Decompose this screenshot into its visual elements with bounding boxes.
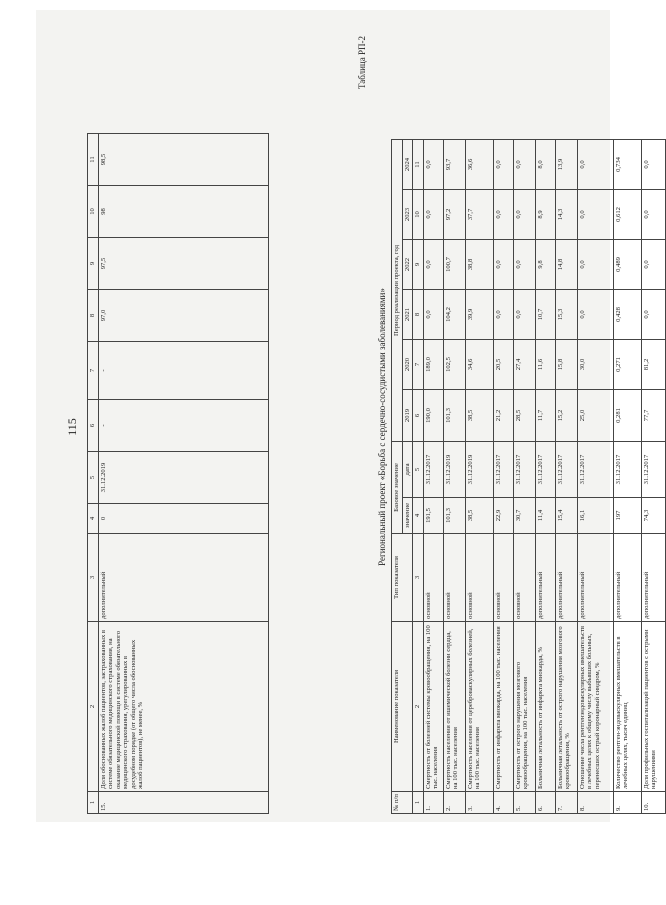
- col-num: 4: [413, 498, 424, 534]
- cell-year-value: 0,0: [641, 240, 665, 290]
- cell-type: основной: [513, 534, 535, 622]
- cell-value: 38,5: [465, 498, 493, 534]
- cell-year-value: 38,5: [465, 390, 493, 442]
- col-num: 9: [413, 240, 424, 290]
- cell-year-value: 0,0: [513, 140, 535, 190]
- table-row: [465, 140, 493, 814]
- col-num: 3: [413, 534, 424, 622]
- cell-type: дополнительный: [641, 534, 665, 622]
- cell-year-value: 189,0: [423, 340, 443, 390]
- cell-year-value: 0,0: [577, 290, 613, 340]
- top-col-num: 6: [88, 400, 99, 452]
- header-year: 2019: [402, 390, 413, 442]
- main-table-colnums: [413, 140, 424, 814]
- cell-year-value: 0,0: [577, 190, 613, 240]
- cell-year-value: 104,2: [443, 290, 465, 340]
- cell-2019: -: [98, 400, 268, 452]
- cell-year-value: 100,7: [443, 240, 465, 290]
- table-row: [443, 140, 465, 814]
- cell-year-value: 0,0: [493, 190, 513, 240]
- cell-value: 22,9: [493, 498, 513, 534]
- cell-year-value: 0,0: [423, 140, 443, 190]
- cell-year-value: 0,0: [423, 190, 443, 240]
- cell-name: Смертность от инфаркта миокарда, на 100 тыс. населения: [493, 622, 513, 792]
- cell-date: 31.12.2019: [98, 452, 268, 504]
- cell-name: Больничная летальность от острого нарушения мозгового кровообращения, %: [555, 622, 577, 792]
- cell-date: 31.12.2017: [513, 442, 535, 498]
- header-year: 2023: [402, 190, 413, 240]
- cell-year-value: 0,271: [613, 340, 641, 390]
- main-table-header-1: [392, 140, 403, 814]
- cell-num: 9.: [613, 792, 641, 814]
- table-label: Таблица РП-2: [357, 36, 367, 89]
- cell-year-value: 13,9: [555, 140, 577, 190]
- cell-type: основной: [493, 534, 513, 622]
- col-num: 11: [413, 140, 424, 190]
- cell-year-value: 34,6: [465, 340, 493, 390]
- header-year: 2024: [402, 140, 413, 190]
- table-row: [535, 140, 555, 814]
- top-col-num: 7: [88, 342, 99, 400]
- cell-date: 31.12.2019: [443, 442, 465, 498]
- cell-year-value: 81,2: [641, 340, 665, 390]
- cell-year-value: 101,3: [443, 390, 465, 442]
- cell-num: 8.: [577, 792, 613, 814]
- header-base-value: значение: [402, 498, 413, 534]
- cell-type: основной: [443, 534, 465, 622]
- header-period: Период реализации проекта, год: [392, 140, 403, 442]
- cell-num: 15.: [98, 792, 268, 814]
- top-table-header: [88, 134, 99, 814]
- cell-type: дополнительный: [555, 534, 577, 622]
- table-row: [641, 140, 665, 814]
- cell-year-value: 0,0: [577, 140, 613, 190]
- table-row: [613, 140, 641, 814]
- cell-name: Смертность от болезней системы кровообращения, на 100 тыс. населения: [423, 622, 443, 792]
- table-row: [493, 140, 513, 814]
- col-num: 6: [413, 390, 424, 442]
- top-col-num: 5: [88, 452, 99, 504]
- cell-year-value: 0,612: [613, 190, 641, 240]
- rotated-content: [59, 32, 658, 822]
- cell-type: дополнительный: [535, 534, 555, 622]
- top-col-num: 8: [88, 290, 99, 342]
- cell-num: 3.: [465, 792, 493, 814]
- header-year: 2022: [402, 240, 413, 290]
- top-col-num: 3: [88, 534, 99, 622]
- cell-date: 31.12.2017: [641, 442, 665, 498]
- cell-year-value: 0,0: [423, 240, 443, 290]
- cell-year-value: 0,0: [493, 140, 513, 190]
- cell-value: 30,7: [513, 498, 535, 534]
- cell-value: 197: [613, 498, 641, 534]
- table-caption: Региональный проект «Борьба с сердечно-сосудистыми заболеваниями»: [377, 288, 387, 566]
- cell-name: Смертность населения от цереброваскулярных болезней, на 100 тыс. населения: [465, 622, 493, 792]
- cell-2022: 97,5: [98, 238, 268, 290]
- cell-year-value: 0,0: [641, 190, 665, 240]
- cell-year-value: 14,8: [555, 240, 577, 290]
- cell-value: 15,4: [555, 498, 577, 534]
- cell-num: 6.: [535, 792, 555, 814]
- cell-year-value: 10,7: [535, 290, 555, 340]
- cell-year-value: 25,0: [577, 390, 613, 442]
- cell-2024: 98,5: [98, 134, 268, 186]
- cell-value: 0: [98, 504, 268, 534]
- top-col-num: 2: [88, 622, 99, 792]
- header-base: Базовое значение: [392, 442, 403, 534]
- cell-date: 31.12.2017: [613, 442, 641, 498]
- cell-year-value: 93,7: [443, 140, 465, 190]
- cell-year-value: 39,9: [465, 290, 493, 340]
- cell-num: 5.: [513, 792, 535, 814]
- cell-date: 31.12.2017: [577, 442, 613, 498]
- cell-name: Смертность от острого нарушения мозгового кровообращения, на 100 тыс. населения: [513, 622, 535, 792]
- cell-year-value: 0,281: [613, 390, 641, 442]
- cell-year-value: 0,428: [613, 290, 641, 340]
- cell-date: 31.12.2017: [493, 442, 513, 498]
- top-table: [87, 133, 269, 814]
- cell-name: Больничная летальность от инфаркта миокарда, %: [535, 622, 555, 792]
- cell-year-value: 15,8: [555, 340, 577, 390]
- cell-year-value: 0,489: [613, 240, 641, 290]
- cell-num: 1.: [423, 792, 443, 814]
- cell-2020: -: [98, 342, 268, 400]
- cell-year-value: 0,0: [641, 140, 665, 190]
- cell-value: 74,3: [641, 498, 665, 534]
- cell-2023: 98: [98, 186, 268, 238]
- cell-type: дополнительный: [613, 534, 641, 622]
- top-col-num: 10: [88, 186, 99, 238]
- cell-name: Отношение числа рентгенэндоваскулярных вмешательств в лечебных целях к общему числу выбывших больных, перенесших острый коронарный синдром, %: [577, 622, 613, 792]
- col-num: 7: [413, 340, 424, 390]
- cell-name: Доля обоснованных жалоб пациентов, застрахованных в системе обязательного медицинского страхования, на оказание медицинской помощи в системе обязательного медицинского страхования, урегулированных в досудебном порядке (от общего числа обоснованных жалоб пациентов), не менее, %: [98, 622, 268, 792]
- cell-year-value: 9,8: [535, 240, 555, 290]
- header-num: № п/п: [392, 792, 413, 814]
- cell-year-value: 0,0: [641, 290, 665, 340]
- cell-name: Доля профильных госпитализаций пациентов с острыми нарушениями: [641, 622, 665, 792]
- header-type: Тип показателя: [392, 534, 413, 622]
- cell-year-value: 0,734: [613, 140, 641, 190]
- cell-year-value: 27,4: [513, 340, 535, 390]
- cell-value: 101,3: [443, 498, 465, 534]
- cell-num: 2.: [443, 792, 465, 814]
- cell-year-value: 0,0: [513, 240, 535, 290]
- cell-year-value: 20,5: [493, 340, 513, 390]
- top-col-num: 1: [88, 792, 99, 814]
- cell-year-value: 11,6: [535, 340, 555, 390]
- cell-num: 4.: [493, 792, 513, 814]
- table-row: [577, 140, 613, 814]
- top-col-num: 11: [88, 134, 99, 186]
- cell-type: дополнительный: [577, 534, 613, 622]
- header-base-date: дата: [402, 442, 413, 498]
- cell-year-value: 190,0: [423, 390, 443, 442]
- cell-year-value: 15,2: [555, 390, 577, 442]
- main-table-body: [423, 140, 665, 814]
- col-num: 10: [413, 190, 424, 240]
- cell-year-value: 8,0: [535, 140, 555, 190]
- cell-2021: 97,0: [98, 290, 268, 342]
- cell-num: 10.: [641, 792, 665, 814]
- table-row: [555, 140, 577, 814]
- cell-year-value: 0,0: [493, 240, 513, 290]
- cell-type: основной: [423, 534, 443, 622]
- cell-value: 191,5: [423, 498, 443, 534]
- top-col-num: 9: [88, 238, 99, 290]
- cell-year-value: 0,0: [513, 190, 535, 240]
- cell-year-value: 14,3: [555, 190, 577, 240]
- cell-value: 11,4: [535, 498, 555, 534]
- cell-value: 16,1: [577, 498, 613, 534]
- main-table: [391, 139, 666, 814]
- table-row: [423, 140, 443, 814]
- header-name: Наименование показателя: [392, 622, 413, 792]
- cell-name: Смертность населения от ишемической болезни сердца, на 100 тыс. населения: [443, 622, 465, 792]
- cell-year-value: 0,0: [577, 240, 613, 290]
- cell-year-value: 15,3: [555, 290, 577, 340]
- cell-year-value: 102,5: [443, 340, 465, 390]
- page-number: 115: [65, 418, 79, 436]
- cell-year-value: 11,7: [535, 390, 555, 442]
- cell-year-value: 37,7: [465, 190, 493, 240]
- col-num: 1: [413, 792, 424, 814]
- cell-year-value: 0,0: [423, 290, 443, 340]
- cell-num: 7.: [555, 792, 577, 814]
- table-row: [513, 140, 535, 814]
- cell-year-value: 30,0: [577, 340, 613, 390]
- cell-year-value: 0,0: [513, 290, 535, 340]
- col-num: 5: [413, 442, 424, 498]
- cell-year-value: 8,9: [535, 190, 555, 240]
- cell-type: дополнительный: [98, 534, 268, 622]
- col-num: 2: [413, 622, 424, 792]
- cell-year-value: 21,2: [493, 390, 513, 442]
- cell-year-value: 77,7: [641, 390, 665, 442]
- header-year: 2020: [402, 340, 413, 390]
- cell-name: Количество рентген-эндоваскулярных вмешательств в лечебных целях, тысяч единиц: [613, 622, 641, 792]
- header-year: 2021: [402, 290, 413, 340]
- cell-date: 31.12.2017: [535, 442, 555, 498]
- cell-year-value: 36,6: [465, 140, 493, 190]
- top-table-row: [98, 134, 268, 814]
- cell-year-value: 0,0: [493, 290, 513, 340]
- cell-date: 31.12.2017: [555, 442, 577, 498]
- top-col-num: 4: [88, 504, 99, 534]
- cell-year-value: 28,5: [513, 390, 535, 442]
- cell-year-value: 97,2: [443, 190, 465, 240]
- scanned-page: [36, 10, 658, 822]
- cell-date: 31.12.2017: [423, 442, 443, 498]
- cell-year-value: 38,8: [465, 240, 493, 290]
- cell-date: 31.12.2019: [465, 442, 493, 498]
- cell-type: основной: [465, 534, 493, 622]
- col-num: 8: [413, 290, 424, 340]
